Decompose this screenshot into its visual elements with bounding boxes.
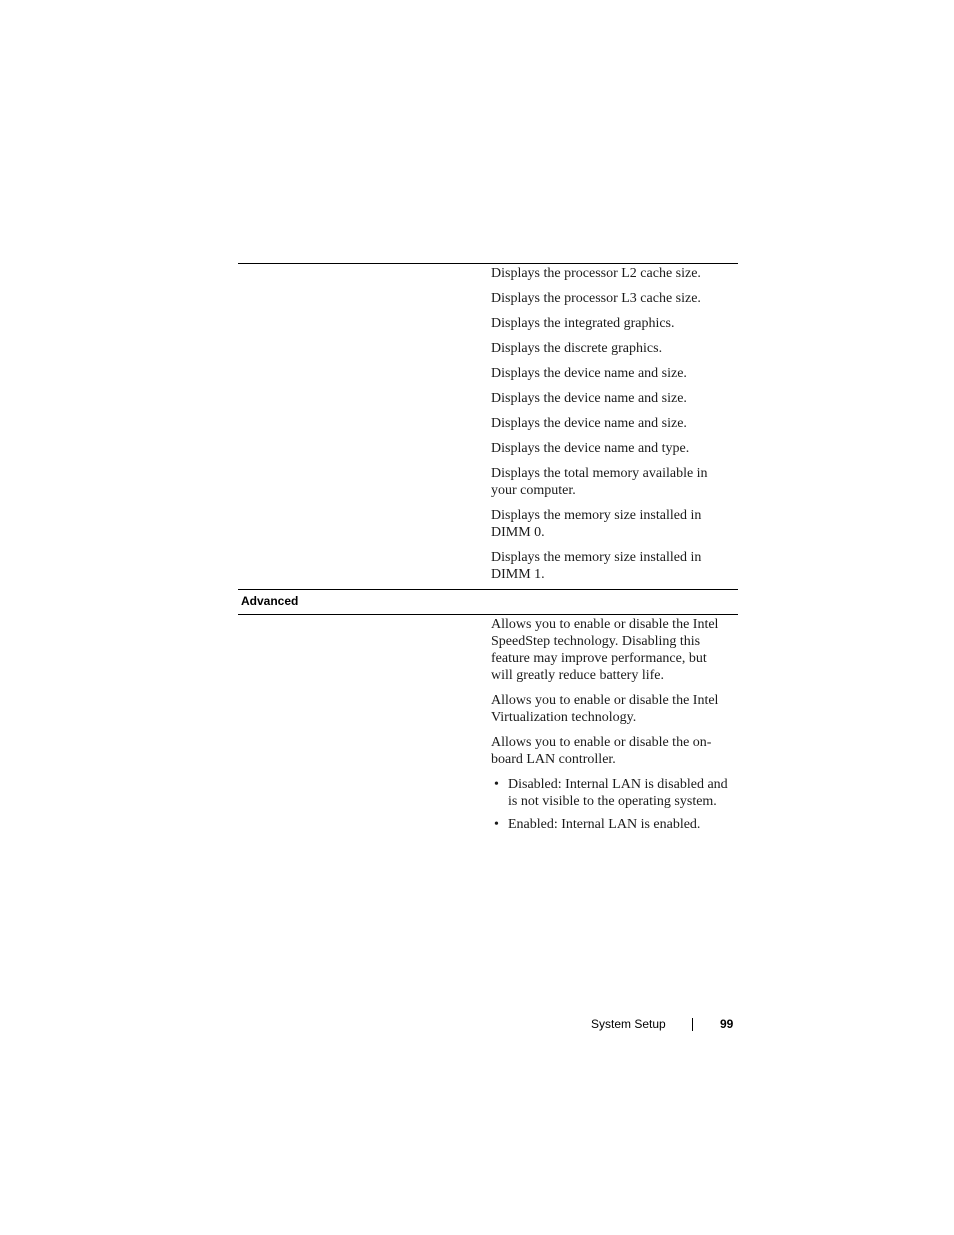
lan-enabled-option: Enabled: Internal LAN is enabled. xyxy=(508,817,701,832)
bullet-icon: • xyxy=(494,777,499,792)
page-number: 99 xyxy=(720,1017,734,1031)
advanced-descriptions xyxy=(491,616,731,839)
integrated-graphics-description: Displays the integrated graphics. xyxy=(491,316,675,331)
device-4-description: Displays the device name and type. xyxy=(491,441,690,456)
section-heading: Advanced xyxy=(241,594,299,608)
total-memory-description: Displays the total memory available in your computer. xyxy=(491,466,708,498)
device-3-description: Displays the device name and size. xyxy=(491,416,687,431)
device-2-description: Displays the device name and size. xyxy=(491,391,687,406)
speedstep-description: Allows you to enable or disable the Intel SpeedStep technology. Disabling this feature may improve performance, but will greatly reduce battery life. xyxy=(491,617,719,683)
footer-divider xyxy=(692,1018,693,1031)
virtualization-description: Allows you to enable or disable the Intel Virtualization technology. xyxy=(491,693,719,725)
bullet-icon: • xyxy=(494,817,499,832)
device-1-description: Displays the device name and size. xyxy=(491,366,687,381)
footer-section-title: System Setup xyxy=(591,1017,666,1031)
lan-controller-description: Allows you to enable or disable the on-board LAN controller. xyxy=(491,735,712,767)
dimm0-description: Displays the memory size installed in DIMM 0. xyxy=(491,508,702,540)
discrete-graphics-description: Displays the discrete graphics. xyxy=(491,341,663,356)
advanced-section-header xyxy=(238,589,738,615)
l3-cache-description: Displays the processor L3 cache size. xyxy=(491,291,701,306)
l2-cache-description: Displays the processor L2 cache size. xyxy=(491,266,701,281)
info-descriptions xyxy=(491,265,731,591)
lan-options-list xyxy=(491,776,731,833)
dimm1-description: Displays the memory size installed in DIMM 1. xyxy=(491,550,702,582)
lan-disabled-option: Disabled: Internal LAN is disabled and is not visible to the operating system. xyxy=(508,777,728,809)
list-item xyxy=(491,816,731,833)
table-top-rule xyxy=(238,263,738,264)
list-item xyxy=(491,776,731,810)
